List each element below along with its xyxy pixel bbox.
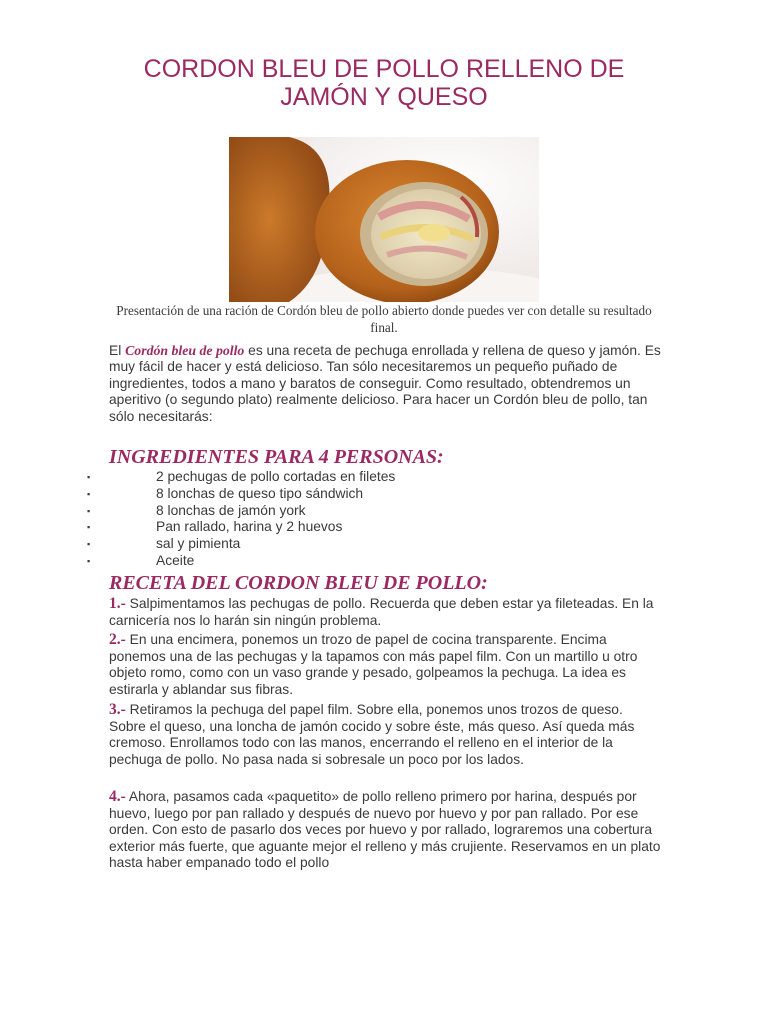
step-number: 4.- bbox=[109, 788, 126, 805]
bullet-icon: ▪ bbox=[87, 488, 91, 499]
list-item bbox=[0, 469, 768, 486]
list-item bbox=[0, 519, 768, 536]
step-text: Retiramos la pechuga del papel film. Sobre ella, ponemos unos trozos de queso. Sobre el queso, una loncha de jamón cocido y sobre éste, más queso. Así queda más cremoso. Enrollamos todo con las manos, encerrando el relleno en el interior de la pechuga de pollo. No pasa nada si sobresale un poco por los lados. bbox=[109, 702, 635, 767]
bullet-icon: ▪ bbox=[87, 539, 91, 550]
bullet-icon: ▪ bbox=[87, 522, 91, 533]
recipe-step bbox=[109, 596, 661, 629]
bullet-icon: ▪ bbox=[87, 472, 91, 482]
ingredient-text: Aceite bbox=[156, 552, 195, 568]
food-illustration bbox=[229, 137, 539, 302]
recipe-step bbox=[109, 702, 661, 768]
step-text: Salpimentamos las pechugas de pollo. Recuerda que deben estar ya fileteadas. En la carnicería nos lo harán sin ningún problema. bbox=[109, 596, 654, 628]
ingredient-text: Pan rallado, harina y 2 huevos bbox=[156, 519, 343, 535]
step-text: En una encimera, ponemos un trozo de papel de cocina transparente. Encima ponemos una de las pechugas y la tapamos con más papel film. Con un martillo u otro objeto romo, como con un vaso grande y pesado, golpeamos la pechuga. La idea es estirarla y ablandar sus fibras. bbox=[109, 632, 638, 697]
recipe-step bbox=[109, 789, 661, 872]
bullet-icon: ▪ bbox=[87, 555, 91, 566]
step-number: 1.- bbox=[109, 595, 126, 612]
step-number: 3.- bbox=[109, 701, 126, 718]
bullet-icon: ▪ bbox=[87, 505, 91, 516]
intro-prefix: El bbox=[109, 343, 126, 358]
ingredients-heading: INGREDIENTES PARA 4 PERSONAS: bbox=[109, 446, 444, 468]
list-item bbox=[0, 503, 768, 520]
cordon-bleu-photo bbox=[229, 137, 539, 302]
intro-paragraph bbox=[109, 343, 664, 425]
step-number: 2.- bbox=[109, 631, 126, 648]
list-item bbox=[0, 536, 768, 553]
dish-name-emphasis: Cordón bleu de pollo bbox=[125, 343, 245, 358]
list-item bbox=[0, 486, 768, 503]
photo-caption: Presentación de una ración de Cordón bleu de pollo abierto donde puedes ver con detalle su resultado final. bbox=[116, 303, 652, 335]
ingredient-text: 8 lonchas de queso tipo sándwich bbox=[156, 485, 364, 501]
ingredient-text: sal y pimienta bbox=[156, 536, 241, 552]
ingredient-text: 8 lonchas de jamón york bbox=[156, 502, 306, 518]
ingredients-list bbox=[0, 469, 768, 570]
ingredient-text: 2 pechugas de pollo cortadas en filetes bbox=[156, 469, 396, 484]
intro-text: es una receta de pechuga enrollada y rellena de queso y jamón. Es muy fácil de hacer y está delicioso. Tan sólo necesitaremos un pequeño puñado de ingredientes, todos a mano y baratos de conseguir. Como resultado, obtendremos un aperitivo (o segundo plato) realmente delicioso. Para hacer un Cordón bleu de pollo, tan sólo necesitarás: bbox=[109, 343, 661, 424]
recipe-step bbox=[109, 632, 661, 698]
recipe-heading: RECETA DEL CORDON BLEU DE POLLO: bbox=[109, 572, 488, 594]
list-item bbox=[0, 553, 768, 570]
page-title: CORDON BLEU DE POLLO RELLENO DE JAMÓN Y QUESO bbox=[143, 55, 625, 111]
step-text: Ahora, pasamos cada «paquetito» de pollo relleno primero por harina, después por huevo, luego por pan rallado y después de nuevo por huevo y por pan rallado. Por ese orden. Con esto de pasarlo dos veces por huevo y por rallado, lograremos una cobertura exterior más fuerte, que aguante mejor el relleno y más crujiente. Reservamos en un plato hasta haber empanado todo el pollo bbox=[109, 789, 661, 871]
